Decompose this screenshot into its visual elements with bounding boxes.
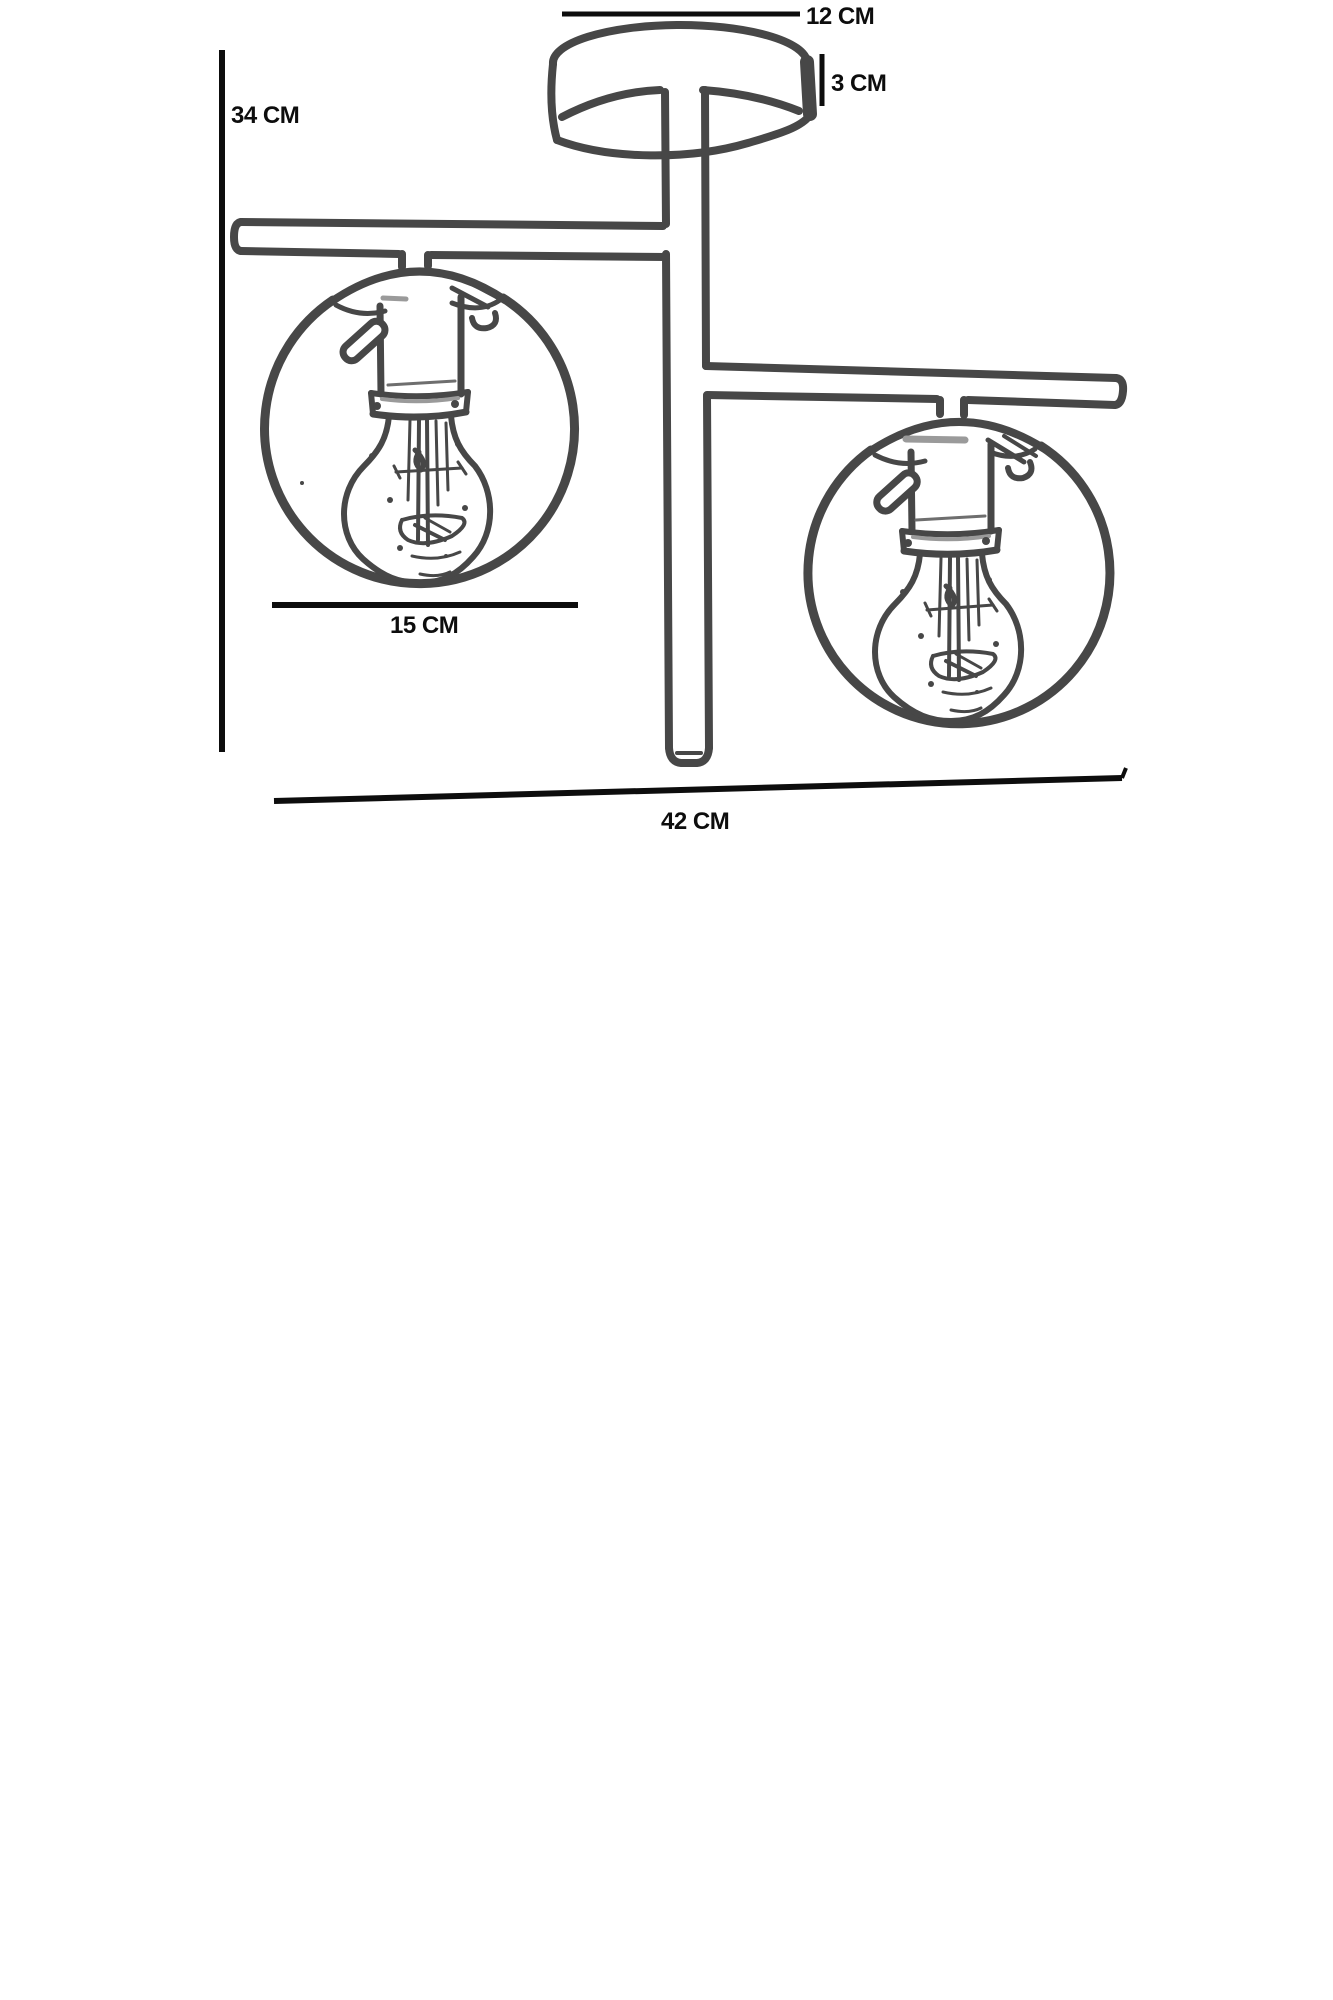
filament-wire	[977, 560, 979, 625]
right-arm-bottom-edge-b	[707, 395, 937, 399]
filament-wire	[427, 420, 428, 545]
speck	[451, 400, 459, 408]
dim-label-fixture-width: 42 CM	[661, 808, 730, 835]
speck	[900, 589, 906, 595]
filament-wire	[949, 558, 950, 676]
dim-label-fixture-height: 34 CM	[231, 102, 300, 129]
left-arm-bottom-edge-a	[241, 251, 399, 254]
speck	[444, 554, 448, 558]
speck	[300, 481, 304, 485]
speck	[975, 690, 979, 694]
left-arm-top-edge	[241, 222, 663, 226]
speck	[986, 577, 992, 583]
speck	[928, 681, 934, 687]
speck	[918, 633, 924, 639]
filament-wire	[418, 420, 419, 540]
filament-wire	[939, 558, 941, 636]
stem-left-line-upper	[665, 92, 666, 224]
dim-label-canopy-height: 3 CM	[831, 70, 887, 97]
stem-right-line-upper	[705, 90, 706, 366]
stem-right-line-lower	[707, 396, 709, 748]
dim-label-canopy-diameter: 12 CM	[806, 3, 875, 30]
dim-label-globe-diameter: 15 CM	[390, 612, 459, 639]
filament-wire	[967, 559, 969, 640]
filament-wire	[408, 420, 410, 500]
speck	[993, 641, 999, 647]
right-glass-shine	[906, 439, 965, 440]
filament-wire	[446, 423, 448, 490]
right-arm-bottom-edge-a	[968, 400, 1115, 405]
speck	[455, 441, 461, 447]
speck	[387, 497, 393, 503]
filament-wire	[958, 558, 959, 680]
left-arm-bottom-edge-b	[431, 255, 666, 257]
speck	[373, 402, 381, 410]
canopy-right-wall	[807, 62, 810, 114]
speck	[982, 537, 990, 545]
left-glass-shine	[383, 298, 406, 299]
speck	[369, 453, 375, 459]
filament-wire	[436, 421, 438, 505]
speck	[397, 545, 403, 551]
speck	[904, 539, 912, 547]
speck	[462, 505, 468, 511]
stem-left-line-lower	[666, 254, 669, 748]
